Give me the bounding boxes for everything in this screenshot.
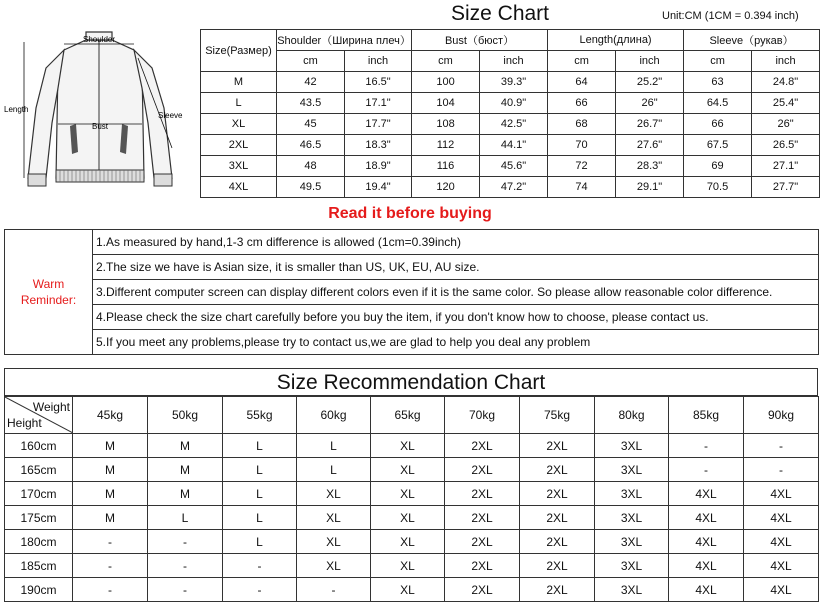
- table-row: [201, 114, 820, 135]
- size-recommendation-cell: XL: [371, 554, 445, 578]
- size-recommendation-cell: -: [223, 578, 297, 602]
- table-cell: 70: [548, 135, 616, 156]
- table-row: [5, 458, 819, 482]
- size-recommendation-cell: 2XL: [445, 578, 520, 602]
- table-cell: 26.5": [752, 135, 820, 156]
- weight-header: 65kg: [371, 397, 445, 434]
- size-recommendation-cell: L: [223, 458, 297, 482]
- table-cell: 25.4": [752, 93, 820, 114]
- weight-header: 70kg: [445, 397, 520, 434]
- table-cell: 27.7": [752, 177, 820, 198]
- size-recommendation-cell: XL: [297, 482, 371, 506]
- sleeve-header: Sleeve（рукав）: [684, 30, 820, 51]
- size-recommendation-cell: 4XL: [744, 554, 819, 578]
- size-recommendation-cell: 2XL: [520, 458, 595, 482]
- weight-height-corner: [5, 397, 73, 434]
- size-cell: 2XL: [201, 135, 277, 156]
- size-recommendation-cell: 4XL: [669, 578, 744, 602]
- weight-header: 55kg: [223, 397, 297, 434]
- table-cell: 120: [412, 177, 480, 198]
- size-recommendation-cell: -: [669, 434, 744, 458]
- table-row: [5, 482, 819, 506]
- table-cell: 18.3": [345, 135, 412, 156]
- table-cell: 70.5: [684, 177, 752, 198]
- table-row: [201, 156, 820, 177]
- table-cell: 104: [412, 93, 480, 114]
- jacket-diagram: [2, 28, 198, 203]
- size-recommendation-cell: 2XL: [520, 434, 595, 458]
- size-recommendation-cell: 4XL: [744, 578, 819, 602]
- table-cell: 45.6": [480, 156, 548, 177]
- table-cell: 42: [277, 72, 345, 93]
- table-cell: 24.8": [752, 72, 820, 93]
- size-recommendation-cell: XL: [371, 434, 445, 458]
- unit-cm: cm: [412, 51, 480, 72]
- table-cell: 42.5": [480, 114, 548, 135]
- size-recommendation-cell: -: [148, 578, 223, 602]
- weight-header: 45kg: [73, 397, 148, 434]
- size-chart-unit-row: [201, 51, 820, 72]
- size-recommendation-cell: 3XL: [595, 506, 669, 530]
- table-cell: 26": [752, 114, 820, 135]
- table-cell: 46.5: [277, 135, 345, 156]
- height-cell: 185cm: [5, 554, 73, 578]
- size-recommendation-cell: XL: [371, 482, 445, 506]
- table-cell: 44.1": [480, 135, 548, 156]
- size-recommendation-cell: 2XL: [445, 458, 520, 482]
- size-cell: M: [201, 72, 277, 93]
- size-recommendation-cell: M: [73, 482, 148, 506]
- table-cell: 17.7": [345, 114, 412, 135]
- size-recommendation-cell: 2XL: [445, 506, 520, 530]
- size-recommendation-cell: 2XL: [445, 482, 520, 506]
- table-cell: 45: [277, 114, 345, 135]
- bust-header: Bust（бюст）: [412, 30, 548, 51]
- bust-label: Bust: [92, 122, 109, 131]
- table-cell: 66: [548, 93, 616, 114]
- size-recommendation-cell: L: [148, 506, 223, 530]
- length-header: Length(длина): [548, 30, 684, 51]
- table-cell: 63: [684, 72, 752, 93]
- table-cell: 17.1": [345, 93, 412, 114]
- size-recommendation-cell: M: [73, 506, 148, 530]
- size-recommendation-cell: M: [73, 434, 148, 458]
- size-column-header: Size(Размер): [201, 30, 277, 72]
- reminder-item: 3.Different computer screen can display different colors even if it is the same color. So please allow reasonable color difference.: [93, 280, 819, 305]
- size-recommendation-cell: -: [148, 530, 223, 554]
- table-row: [201, 177, 820, 198]
- table-cell: 39.3": [480, 72, 548, 93]
- unit-inch: inch: [345, 51, 412, 72]
- weight-header: 50kg: [148, 397, 223, 434]
- table-row: [5, 578, 819, 602]
- size-recommendation-cell: 4XL: [669, 530, 744, 554]
- size-recommendation-cell: 2XL: [520, 530, 595, 554]
- size-recommendation-cell: 4XL: [744, 482, 819, 506]
- size-recommendation-cell: XL: [297, 554, 371, 578]
- table-cell: 40.9": [480, 93, 548, 114]
- table-cell: 68: [548, 114, 616, 135]
- table-cell: 108: [412, 114, 480, 135]
- size-recommendation-cell: -: [297, 578, 371, 602]
- size-recommendation-cell: 3XL: [595, 482, 669, 506]
- table-cell: 26.7": [616, 114, 684, 135]
- size-recommendation-cell: 4XL: [744, 506, 819, 530]
- read-before-buying-banner: Read it before buying: [328, 205, 492, 222]
- size-recommendation-cell: L: [223, 434, 297, 458]
- table-cell: 29.1": [616, 177, 684, 198]
- table-cell: 19.4": [345, 177, 412, 198]
- size-cell: 4XL: [201, 177, 277, 198]
- size-recommendation-cell: 4XL: [669, 506, 744, 530]
- height-cell: 180cm: [5, 530, 73, 554]
- length-label: Length: [4, 105, 29, 114]
- size-recommendation-cell: 4XL: [669, 482, 744, 506]
- table-cell: 67.5: [684, 135, 752, 156]
- height-cell: 175cm: [5, 506, 73, 530]
- size-recommendation-cell: -: [669, 458, 744, 482]
- weight-header: 60kg: [297, 397, 371, 434]
- height-cell: 160cm: [5, 434, 73, 458]
- reminder-item: 5.If you meet any problems,please try to contact us,we are glad to help you deal any problem: [93, 330, 819, 355]
- size-recommendation-cell: M: [148, 434, 223, 458]
- size-cell: 3XL: [201, 156, 277, 177]
- table-cell: 72: [548, 156, 616, 177]
- warm-reminder-table: [4, 229, 819, 355]
- unit-inch: inch: [752, 51, 820, 72]
- size-recommendation-cell: -: [73, 530, 148, 554]
- table-row: [201, 135, 820, 156]
- reminder-row: [5, 305, 819, 330]
- size-recommendation-cell: XL: [297, 530, 371, 554]
- size-recommendation-cell: 2XL: [445, 530, 520, 554]
- size-recommendation-cell: XL: [297, 506, 371, 530]
- table-cell: 47.2": [480, 177, 548, 198]
- table-row: [5, 530, 819, 554]
- size-recommendation-cell: -: [73, 554, 148, 578]
- height-label: Height: [7, 416, 42, 430]
- size-recommendation-cell: M: [148, 458, 223, 482]
- table-cell: 69: [684, 156, 752, 177]
- reminder-row: [5, 255, 819, 280]
- table-cell: 25.2": [616, 72, 684, 93]
- table-cell: 48: [277, 156, 345, 177]
- height-cell: 190cm: [5, 578, 73, 602]
- size-recommendation-cell: 4XL: [669, 554, 744, 578]
- unit-cm: cm: [277, 51, 345, 72]
- reminder-row: [5, 330, 819, 355]
- reminder-item: 2.The size we have is Asian size, it is smaller than US, UK, EU, AU size.: [93, 255, 819, 280]
- size-recommendation-cell: XL: [371, 506, 445, 530]
- weight-header: 80kg: [595, 397, 669, 434]
- reminder-row: [5, 280, 819, 305]
- table-cell: 100: [412, 72, 480, 93]
- table-cell: 16.5": [345, 72, 412, 93]
- unit-inch: inch: [480, 51, 548, 72]
- table-row: [201, 93, 820, 114]
- table-cell: 64: [548, 72, 616, 93]
- size-recommendation-cell: -: [744, 458, 819, 482]
- size-recommendation-cell: L: [223, 506, 297, 530]
- recommendation-table: [4, 396, 819, 602]
- size-recommendation-cell: -: [223, 554, 297, 578]
- size-chart-title: Size Chart: [450, 2, 550, 25]
- size-recommendation-cell: 3XL: [595, 530, 669, 554]
- unit-note: Unit:CM (1CM = 0.394 inch): [662, 10, 799, 22]
- size-cell: XL: [201, 114, 277, 135]
- size-recommendation-cell: 3XL: [595, 554, 669, 578]
- size-chart-header-row: [201, 30, 820, 51]
- recommendation-title: Size Recommendation Chart: [4, 368, 818, 396]
- table-cell: 116: [412, 156, 480, 177]
- size-recommendation-cell: L: [223, 482, 297, 506]
- table-cell: 112: [412, 135, 480, 156]
- size-recommendation-cell: L: [223, 530, 297, 554]
- table-row: [201, 72, 820, 93]
- size-recommendation-cell: M: [148, 482, 223, 506]
- table-row: [5, 434, 819, 458]
- size-recommendation-cell: -: [73, 578, 148, 602]
- size-recommendation-cell: 3XL: [595, 578, 669, 602]
- size-recommendation-cell: 2XL: [520, 482, 595, 506]
- size-cell: L: [201, 93, 277, 114]
- table-cell: 43.5: [277, 93, 345, 114]
- table-cell: 49.5: [277, 177, 345, 198]
- table-cell: 66: [684, 114, 752, 135]
- size-recommendation-cell: 2XL: [520, 578, 595, 602]
- recommendation-body: [5, 434, 819, 602]
- size-recommendation-cell: L: [297, 458, 371, 482]
- size-recommendation-cell: M: [73, 458, 148, 482]
- shoulder-label: Shoulder: [82, 35, 116, 44]
- size-recommendation-cell: L: [297, 434, 371, 458]
- weight-header: 75kg: [520, 397, 595, 434]
- table-cell: 28.3": [616, 156, 684, 177]
- warm-reminder-label: Warm Reminder:: [5, 230, 93, 355]
- size-recommendation-cell: 2XL: [520, 506, 595, 530]
- size-recommendation-cell: -: [744, 434, 819, 458]
- table-cell: 27.1": [752, 156, 820, 177]
- table-cell: 27.6": [616, 135, 684, 156]
- table-cell: 74: [548, 177, 616, 198]
- table-cell: 18.9": [345, 156, 412, 177]
- height-cell: 170cm: [5, 482, 73, 506]
- weight-header: 85kg: [669, 397, 744, 434]
- size-recommendation-cell: 3XL: [595, 458, 669, 482]
- size-recommendation-cell: 2XL: [520, 554, 595, 578]
- unit-cm: cm: [548, 51, 616, 72]
- table-cell: 64.5: [684, 93, 752, 114]
- size-recommendation-cell: -: [148, 554, 223, 578]
- table-cell: 26": [616, 93, 684, 114]
- size-recommendation-cell: 3XL: [595, 434, 669, 458]
- unit-cm: cm: [684, 51, 752, 72]
- unit-inch: inch: [616, 51, 684, 72]
- reminder-item: 1.As measured by hand,1-3 cm difference is allowed (1cm=0.39inch): [93, 230, 819, 255]
- size-recommendation-cell: XL: [371, 458, 445, 482]
- size-recommendation-cell: XL: [371, 530, 445, 554]
- weight-label: Weight: [32, 400, 70, 414]
- reminder-item: 4.Please check the size chart carefully before you buy the item, if you don't know how to choose, please contact us.: [93, 305, 819, 330]
- recommendation-header-row: [5, 397, 819, 434]
- weight-header: 90kg: [744, 397, 819, 434]
- size-recommendation-cell: 2XL: [445, 554, 520, 578]
- shoulder-header: Shoulder（Ширина плеч）: [277, 30, 412, 51]
- table-row: [5, 506, 819, 530]
- height-cell: 165cm: [5, 458, 73, 482]
- size-recommendation-cell: XL: [371, 578, 445, 602]
- size-chart-table: [200, 29, 820, 198]
- sleeve-label: Sleeve: [158, 111, 183, 120]
- reminder-row: [5, 230, 819, 255]
- table-row: [5, 554, 819, 578]
- size-recommendation-cell: 2XL: [445, 434, 520, 458]
- size-recommendation-cell: 4XL: [744, 530, 819, 554]
